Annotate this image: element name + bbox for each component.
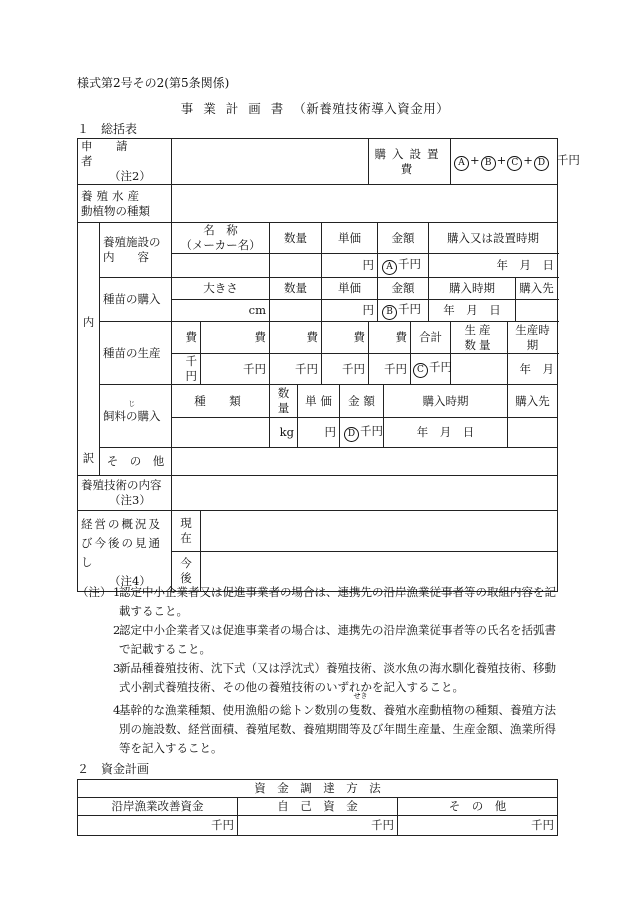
seed-production-cost-col-3: 費 xyxy=(270,322,322,354)
outlook-label-cell: 経営の概況及 び今後の見通 し （注4） xyxy=(78,511,172,592)
funding-col-other: そ の 他 xyxy=(398,798,558,816)
seed-purchase-col-unit-price: 単価 xyxy=(322,278,378,300)
feed-col-qty: 数 量 xyxy=(270,385,298,418)
seed-production-total-value[interactable]: C 千円 xyxy=(411,354,451,385)
page-title xyxy=(0,99,630,117)
breakdown-label-cell xyxy=(78,223,100,476)
seed-purchase-col-size: 大きさ xyxy=(172,278,270,300)
future-label: 今後 xyxy=(172,551,201,592)
facility-col-qty: 数量 xyxy=(270,223,322,254)
applicant-label: 申 請 者 xyxy=(81,139,151,168)
current-label: 現在 xyxy=(172,511,201,552)
seed-production-cost-col-2: 費 xyxy=(201,322,270,354)
seed-purchase-label: 種苗の購入 xyxy=(100,278,172,322)
notes xyxy=(77,583,557,758)
funding-col-improvement: 沿岸漁業改善資金 xyxy=(78,798,238,816)
form-number: 様式第2号その2(第5条関係) xyxy=(77,76,230,90)
seed-production-cost-col-5: 費 xyxy=(369,322,411,354)
funding-other-value[interactable]: 千円 xyxy=(398,816,558,836)
mark-d: D xyxy=(534,156,549,171)
seed-production-time-value[interactable]: 年 月 xyxy=(508,354,558,385)
funding-table xyxy=(77,779,558,836)
breakdown-label-2: 訳 xyxy=(82,451,95,465)
seed-purchase-unit-price-value[interactable]: 円 xyxy=(322,300,378,322)
facility-name-value[interactable] xyxy=(172,254,270,278)
feed-col-amount: 金 額 xyxy=(340,385,384,418)
seed-production-volume-value[interactable] xyxy=(451,354,508,385)
seed-production-cost-3[interactable]: 千円 xyxy=(270,354,322,385)
other-value[interactable] xyxy=(172,448,558,476)
breakdown-label-1: 内 xyxy=(82,315,95,329)
seed-purchase-size-value[interactable]: cm xyxy=(172,300,270,322)
seed-purchase-from-value[interactable] xyxy=(516,300,558,322)
other-label: そ の 他 xyxy=(100,448,172,476)
feed-col-from: 購入先 xyxy=(508,385,558,418)
funding-header: 資 金 調 達 方 法 xyxy=(78,780,558,798)
feed-ruby: じ xyxy=(128,399,136,408)
feed-amount-value[interactable]: D 千円 xyxy=(340,418,384,448)
feed-unit-price-value[interactable]: 円 xyxy=(298,418,340,448)
seed-production-col-volume: 生産 数量 xyxy=(451,322,508,354)
note-1: （注） 1 認定中小企業者又は促進事業者の場合は、連携先の沿岸漁業従事者等の取組内容を記載すること。 xyxy=(77,585,556,618)
facility-qty-value[interactable] xyxy=(270,254,322,278)
facility-col-unit-price: 単価 xyxy=(322,223,378,254)
mark-c: C xyxy=(507,156,522,171)
seed-production-col-total: 合計 xyxy=(411,322,451,354)
seed-purchase-amount-value[interactable]: B 千円 xyxy=(378,300,429,322)
feed-type-value[interactable] xyxy=(172,418,270,448)
feed-purchase-label: 飼料の購入 xyxy=(103,408,161,423)
seed-purchase-col-qty: 数量 xyxy=(270,278,322,300)
feed-purchase-label-cell xyxy=(100,385,172,448)
applicant-label-cell xyxy=(78,139,172,185)
section-2-heading: ２ 資金計画 xyxy=(77,762,150,776)
current-value[interactable] xyxy=(201,511,558,552)
title-main: 事業計画書 xyxy=(180,101,294,116)
seed-purchase-col-from: 購入先 xyxy=(516,278,558,300)
tech-label-cell: 養殖技術の内容 （注3） xyxy=(78,476,172,511)
facility-col-name: 名 称 （メーカー名） xyxy=(172,223,270,254)
funding-own-value[interactable]: 千円 xyxy=(238,816,398,836)
note-4: 4 基幹的な漁業種類、使用漁船の総トン数別の せき 隻数、養殖水産動植物の種類、養殖方法別の施設数、経営面積、養殖尾数、養殖期間等及び年間生産量、生産金額、漁業所得等を記入すること。 xyxy=(113,692,556,755)
seed-production-col-time: 生産時期 xyxy=(508,322,558,354)
species-value[interactable] xyxy=(172,185,558,223)
facility-time-value[interactable]: 年 月 日 xyxy=(429,254,558,278)
seed-production-cost-5[interactable]: 千円 xyxy=(369,354,411,385)
feed-col-type: 種 類 xyxy=(172,385,270,418)
seed-production-cost-col-1: 費 xyxy=(172,322,201,354)
applicant-note: （注2） xyxy=(109,169,151,183)
applicant-value[interactable] xyxy=(172,139,369,185)
note-3: 3 新品種養殖技術、沈下式（又は浮沈式）養殖技術、淡水魚の海水馴化養殖技術、移動式小割式養殖技術、その他の養殖技術のいずれかを記入すること。 xyxy=(113,661,556,694)
section-1-heading: １ 総括表 xyxy=(77,122,138,136)
feed-qty-value[interactable]: kg xyxy=(270,418,298,448)
feed-time-value[interactable]: 年 月 日 xyxy=(384,418,508,448)
seed-production-label: 種苗の生産 xyxy=(100,322,172,385)
seed-production-cost-col-4: 費 xyxy=(322,322,369,354)
seed-purchase-time-value[interactable]: 年 月 日 xyxy=(429,300,516,322)
seed-production-cost-1[interactable]: 千円 xyxy=(172,354,201,385)
facility-col-time: 購入又は設置時期 xyxy=(429,223,558,254)
tech-value[interactable] xyxy=(172,476,558,511)
feed-from-value[interactable] xyxy=(508,418,558,448)
formula-unit: 千円 xyxy=(556,152,580,167)
feed-col-time: 購入時期 xyxy=(384,385,508,418)
title-sub: （新養殖技術導入資金用） xyxy=(293,101,450,116)
funding-improvement-value[interactable]: 千円 xyxy=(78,816,238,836)
seed-production-cost-4[interactable]: 千円 xyxy=(322,354,369,385)
facility-unit-price-value[interactable]: 円 xyxy=(322,254,378,278)
mark-a: A xyxy=(454,156,469,171)
seed-purchase-col-amount: 金額 xyxy=(378,278,429,300)
facility-col-amount: 金額 xyxy=(378,223,429,254)
mark-b: B xyxy=(481,156,496,171)
feed-col-unit-price: 単 価 xyxy=(298,385,340,418)
seed-production-cost-2[interactable]: 千円 xyxy=(201,354,270,385)
facility-amount-value[interactable]: A 千円 xyxy=(378,254,429,278)
purchase-cost-formula: A + B + C + D 千円 xyxy=(451,139,558,185)
seed-purchase-col-time: 購入時期 xyxy=(429,278,516,300)
purchase-cost-label: 購入設置費 xyxy=(369,139,451,185)
note-2: 2 認定中小企業者又は促進事業者の場合は、連携先の沿岸漁業従事者等の氏名を括弧書で記載すること。 xyxy=(113,623,556,656)
summary-table xyxy=(77,138,580,592)
seed-purchase-qty-value[interactable] xyxy=(270,300,322,322)
species-label-cell: 養殖水産 動植物の種類 xyxy=(78,185,172,223)
facility-label-cell: 養殖施設の 内 容 xyxy=(100,223,172,278)
funding-col-own: 自 己 資 金 xyxy=(238,798,398,816)
